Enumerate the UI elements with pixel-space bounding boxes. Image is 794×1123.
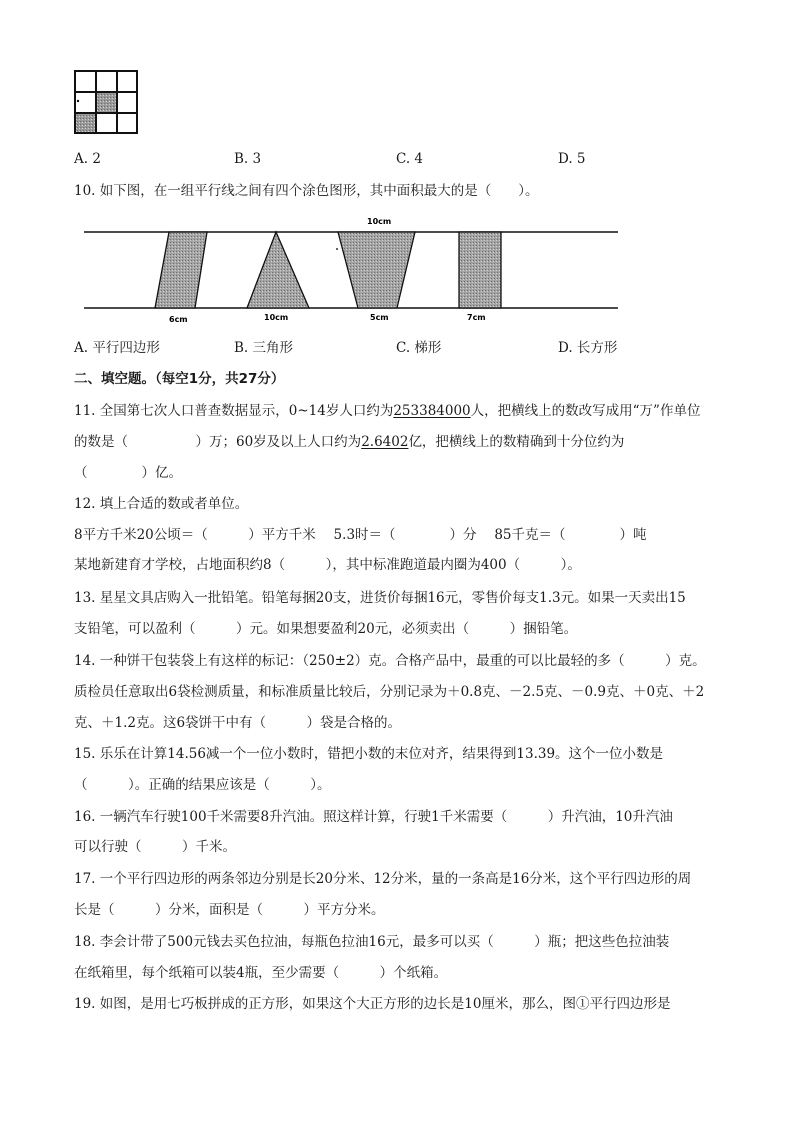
q12-line-1: 12. 填上合适的数或者单位。: [74, 496, 249, 512]
shaded-cell: [75, 113, 95, 133]
label-10cm: 10cm: [264, 313, 289, 322]
q11-underlined-number: 253384000: [393, 403, 471, 419]
q11-line-3: （ ）亿。: [74, 465, 182, 481]
q18-line-1: 18. 李会计带了500元钱去买色拉油，每瓶色拉油16元，最多可以买（ ）瓶；把这些色拉油装: [74, 934, 670, 950]
parallel-lines-figure: [74, 212, 634, 324]
q10-options: [0, 339, 794, 357]
q15-line-1: 15. 乐乐在计算14.56减一个一位小数时，错把小数的末位对齐，结果得到13.39。这个一位小数是: [74, 746, 664, 762]
q18-line-2: 在纸箱里，每个纸箱可以装4瓶，至少需要（ ）个纸箱。: [74, 965, 448, 981]
q11-text: 亿，把横线上的数精确到十分位约为: [408, 434, 625, 450]
label-7cm: 7cm: [467, 313, 486, 322]
q12-line-3: 某地新建育才学校，占地面积约8（ ），其中标准跑道最内圈为400（ ）。: [74, 557, 581, 573]
q17-line-2: 长是（ ）分米，面积是（ ）平方分米。: [74, 902, 385, 918]
q13-line-1: 13. 星星文具店购入一批铅笔。铅笔每捆20支，进货价每捆16元，零售价每支1.3元。如果一天卖出15: [74, 590, 686, 606]
label-5cm: 5cm: [370, 313, 389, 322]
q13-line-2: 支铅笔，可以盈利（ ）元。如果想要盈利20元，必须卖出（ ）捆铅笔。: [74, 621, 578, 637]
q14-line-2: 质检员任意取出6袋检测质量，和标准质量比较后，分别记录为＋0.8克、－2.5克、－0.9克、＋0克、＋2: [74, 684, 705, 700]
q11-underlined-number: 2.6402: [361, 434, 409, 450]
option-b: B. 三角形: [234, 340, 294, 356]
q9-options: [0, 150, 794, 168]
q15-line-2: （ ）。正确的结果应该是（ ）。: [74, 777, 331, 793]
option-a: A. 2: [74, 151, 101, 167]
option-c: C. 4: [396, 151, 424, 167]
q11-text: 11. 全国第七次人口普查数据显示，0~14岁人口约为: [74, 403, 394, 419]
q14-line-1: 14. 一种饼干包装袋上有这样的标记：（250±2）克。合格产品中，最重的可以比最轻的多（ ）克。: [74, 653, 706, 669]
option-d: D. 5: [558, 151, 586, 167]
q11-text: 的数是（ ）万；60岁及以上人口约为: [74, 434, 362, 450]
trapezoid-shape: [338, 232, 415, 308]
q17-line-1: 17. 一个平行四边形的两条邻边分别是长20分米、12分米，量的一条高是16分米，这个平行四边形的周: [74, 871, 692, 887]
q11-line-2: [74, 433, 624, 451]
option-c: C. 梯形: [396, 340, 442, 356]
option-d: D. 长方形: [558, 340, 618, 356]
q11-text: 人，把横线上的数改写成用“万”作单位: [470, 403, 701, 419]
label-top-10cm: 10cm: [367, 217, 392, 226]
q11-line-1: [74, 402, 700, 420]
option-b: B. 3: [234, 151, 262, 167]
parallelogram-shape: [155, 232, 207, 308]
option-a: A. 平行四边形: [74, 340, 160, 356]
triangle-shape: [247, 232, 309, 308]
label-6cm: 6cm: [169, 315, 188, 324]
shaded-cell: [96, 92, 116, 112]
q14-line-3: 克、＋1.2克。这6袋饼干中有（ ）袋是合格的。: [74, 715, 402, 731]
rectangle-shape: [459, 232, 501, 308]
q12-line-2: 8平方千米20公顷＝（ ）平方千米 5.3时＝（ ）分 85千克＝（ ）吨: [74, 527, 647, 543]
grid-figure: [74, 70, 138, 134]
q10-stem: 10. 如下图，在一组平行线之间有四个涂色图形，其中面积最大的是（ ）。: [74, 183, 539, 199]
q16-line-1: 16. 一辆汽车行驶100千米需要8升汽油。照这样计算，行驶1千米需要（ ）升汽油，10升汽油: [74, 809, 673, 825]
q19-line-1: 19. 如图，是用七巧板拼成的正方形，如果这个大正方形的边长是10厘米，那么，图①平行四边形是: [74, 996, 671, 1012]
section-title: 二、填空题。（每空1分，共27分）: [74, 371, 285, 387]
q16-line-2: 可以行驶（ ）千米。: [74, 839, 236, 855]
